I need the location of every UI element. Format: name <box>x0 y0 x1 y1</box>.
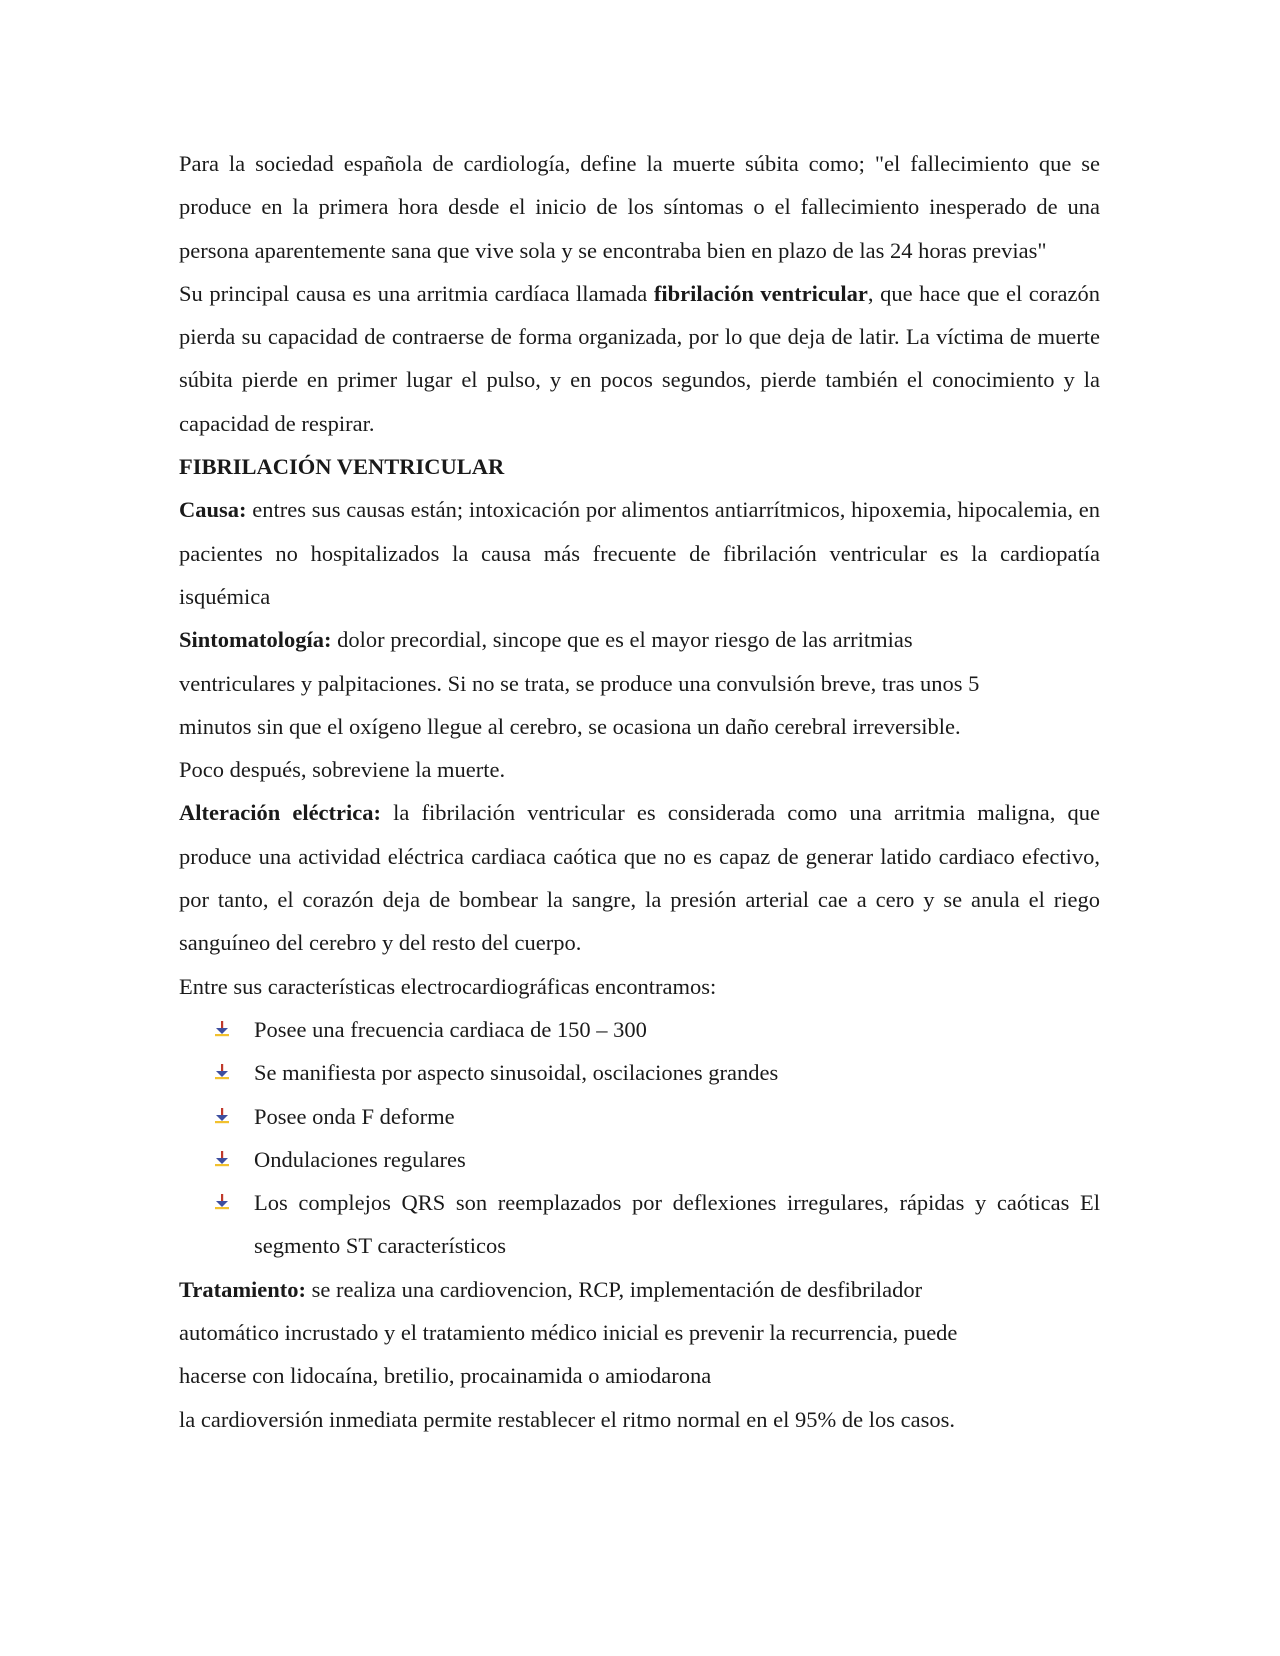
sintomatologia-paragraph <box>179 618 1100 791</box>
alteracion-text: la fibrilación ventricular es considerada como una arritmia maligna, que produce una actividad eléctrica cardiaca caótica que no es capaz de generar latido cardiaco efectivo, por tanto, el corazón deja de bombear la sangre, la presión arterial cae a cero y se anula el riego sanguíneo del cerebro y del resto del cuerpo. <box>179 800 1100 956</box>
tratamiento-text: se realiza una cardiovencion, RCP, implementación de desfibrilador <box>306 1276 923 1302</box>
list-item-text: Posee onda F deforme <box>254 1103 455 1129</box>
intro-cause-text: Su principal causa es una arritmia cardíaca llamada <box>179 280 654 306</box>
tratamiento-paragraph <box>179 1268 1100 1441</box>
arrow-down-bullet-icon <box>214 1064 230 1080</box>
list-item <box>254 1181 1100 1268</box>
sintomatologia-line: Poco después, sobreviene la muerte. <box>179 757 506 783</box>
ecg-intro: Entre sus características electrocardiográficas encontramos: <box>179 973 717 999</box>
causa-label: Causa: <box>179 497 247 523</box>
arrow-down-bullet-icon <box>214 1151 230 1167</box>
tratamiento-line <box>179 1268 1100 1311</box>
arrow-down-bullet-icon <box>214 1021 230 1037</box>
arrow-down-bullet-icon <box>214 1108 230 1124</box>
section-heading: FIBRILACIÓN VENTRICULAR <box>179 454 505 480</box>
list-item-text: Posee una frecuencia cardiaca de 150 – 300 <box>254 1016 647 1042</box>
intro-paragraph-cause <box>179 272 1100 445</box>
causa-text: entres sus causas están; intoxicación por alimentos antiarrítmicos, hipoxemia, hipocalemia, en pacientes no hospitalizados la causa más frecuente de fibrilación ventricular es la cardiopatía isquémica <box>179 497 1100 609</box>
list-item-text: Se manifiesta por aspecto sinusoidal, oscilaciones grandes <box>254 1060 779 1086</box>
list-item <box>254 1095 1100 1138</box>
list-item-text: Ondulaciones regulares <box>254 1146 466 1172</box>
ecg-characteristics-list <box>179 1008 1100 1268</box>
tratamiento-label: Tratamiento: <box>179 1276 307 1302</box>
tratamiento-line: la cardioversión inmediata permite restablecer el ritmo normal en el 95% de los casos. <box>179 1406 955 1432</box>
intro-paragraph-definition: Para la sociedad española de cardiología, define la muerte súbita como; "el fallecimiento que se produce en la primera hora desde el inicio de los síntomas o el fallecimiento inesperado de una persona aparentemente sana que vive sola y se encontraba bien en plazo de las 24 horas previas" <box>179 151 1100 263</box>
alteracion-paragraph <box>179 791 1100 964</box>
tratamiento-line: automático incrustado y el tratamiento médico inicial es prevenir la recurrencia, puede <box>179 1320 958 1346</box>
sintomatologia-text: dolor precordial, sincope que es el mayor riesgo de las arritmias <box>331 627 913 653</box>
sintomatologia-line: ventriculares y palpitaciones. Si no se trata, se produce una convulsión breve, tras unos 5 <box>179 670 980 696</box>
alteracion-label: Alteración eléctrica: <box>179 800 381 826</box>
causa-paragraph <box>179 488 1100 618</box>
sintomatologia-line <box>179 618 1100 661</box>
intro-cause-text-end: , que hace que el corazón pierda su capacidad de contraerse de forma organizada, por lo que deja de latir. La víctima de muerte súbita pierde en primer lugar el pulso, y en pocos segundos, pierde también el conocimiento y la capacidad de respirar. <box>179 280 1101 436</box>
list-item <box>254 1051 1100 1094</box>
sintomatologia-line: minutos sin que el oxígeno llegue al cerebro, se ocasiona un daño cerebral irreversible. <box>179 713 961 739</box>
tratamiento-line: hacerse con lidocaína, bretilio, procainamida o amiodarona <box>179 1363 712 1389</box>
sintomatologia-label: Sintomatología: <box>179 627 332 653</box>
list-item <box>254 1008 1100 1051</box>
arrow-down-bullet-icon <box>214 1194 230 1210</box>
document-page <box>179 142 1100 1441</box>
list-item-text: Los complejos QRS son reemplazados por deflexiones irregulares, rápidas y caóticas El segmento ST característicos <box>254 1190 1100 1259</box>
intro-cause-bold: fibrilación ventricular <box>653 280 868 306</box>
list-item <box>254 1138 1100 1181</box>
